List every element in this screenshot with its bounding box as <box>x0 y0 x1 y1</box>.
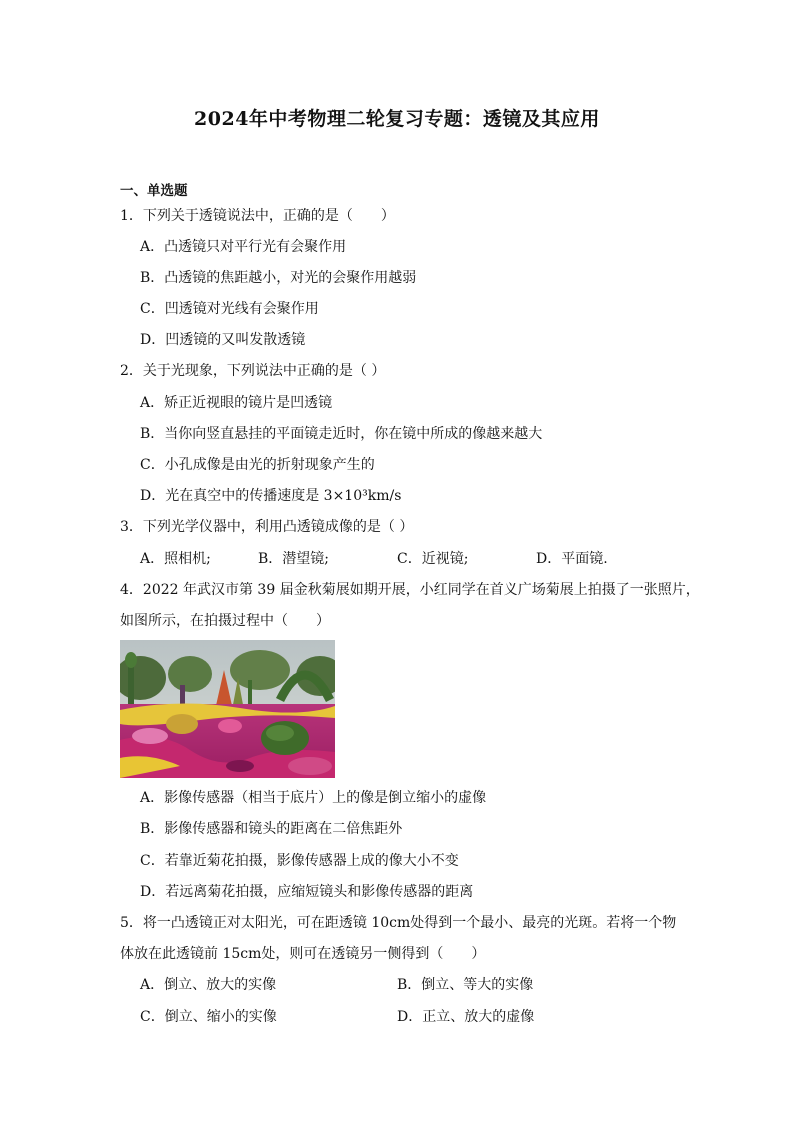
question-5-option-a: A．倒立、放大的实像 <box>140 977 277 993</box>
question-2-stem: 2．关于光现象，下列说法中正确的是（ ） <box>120 363 386 379</box>
question-4-stem-line-2: 如图所示，在拍摄过程中（ ） <box>120 613 330 629</box>
question-4-option-c: C．若靠近菊花拍摄，影像传感器上成的像大小不变 <box>140 853 459 869</box>
question-5-option-c: C．倒立、缩小的实像 <box>140 1009 277 1025</box>
question-3-option-c: C．近视镜; <box>397 551 469 567</box>
question-1-option-a: A．凸透镜只对平行光有会聚作用 <box>140 239 347 255</box>
question-1-option-d: D．凹透镜的又叫发散透镜 <box>140 332 306 348</box>
page-title: 2024年中考物理二轮复习专题：透镜及其应用 <box>194 108 600 130</box>
question-3-stem: 3．下列光学仪器中，利用凸透镜成像的是（ ） <box>120 519 414 535</box>
question-3-option-d: D．平面镜. <box>536 551 608 567</box>
question-5-stem-line-1: 5．将一凸透镜正对太阳光，可在距透镜 10cm处得到一个最小、最亮的光斑。若将一个物 <box>120 915 677 931</box>
question-2-option-c: C．小孔成像是由光的折射现象产生的 <box>140 457 375 473</box>
question-2-option-d: D．光在真空中的传播速度是 3×10³km/s <box>140 488 402 504</box>
question-1-stem: 1．下列关于透镜说法中，正确的是（ ） <box>120 208 395 224</box>
question-5-stem-line-2: 体放在此透镜前 15cm处，则可在透镜另一侧得到（ ） <box>120 946 486 962</box>
question-2-option-a: A．矫正近视眼的镜片是凹透镜 <box>140 395 333 411</box>
chrysanthemum-photo <box>120 640 335 778</box>
question-4-stem-line-1: 4．2022 年武汉市第 39 届金秋菊展如期开展，小红同学在首义广场菊展上拍摄了一张照片， <box>120 582 700 598</box>
question-3-option-a: A．照相机; <box>140 551 211 567</box>
question-4-option-b: B．影像传感器和镜头的距离在二倍焦距外 <box>140 821 403 837</box>
question-5-option-b: B．倒立、等大的实像 <box>397 977 534 993</box>
question-4-option-a: A．影像传感器（相当于底片）上的像是倒立缩小的虚像 <box>140 790 487 806</box>
question-2-option-b: B．当你向竖直悬挂的平面镜走近时，你在镜中所成的像越来越大 <box>140 426 543 442</box>
section-heading: 一、单选题 <box>120 183 188 199</box>
question-1-option-b: B．凸透镜的焦距越小，对光的会聚作用越弱 <box>140 270 417 286</box>
question-3-option-b: B．潜望镜; <box>258 551 330 567</box>
question-1-option-c: C．凹透镜对光线有会聚作用 <box>140 301 319 317</box>
question-4-option-d: D．若远离菊花拍摄，应缩短镜头和影像传感器的距离 <box>140 884 474 900</box>
question-5-option-d: D．正立、放大的虚像 <box>397 1009 535 1025</box>
